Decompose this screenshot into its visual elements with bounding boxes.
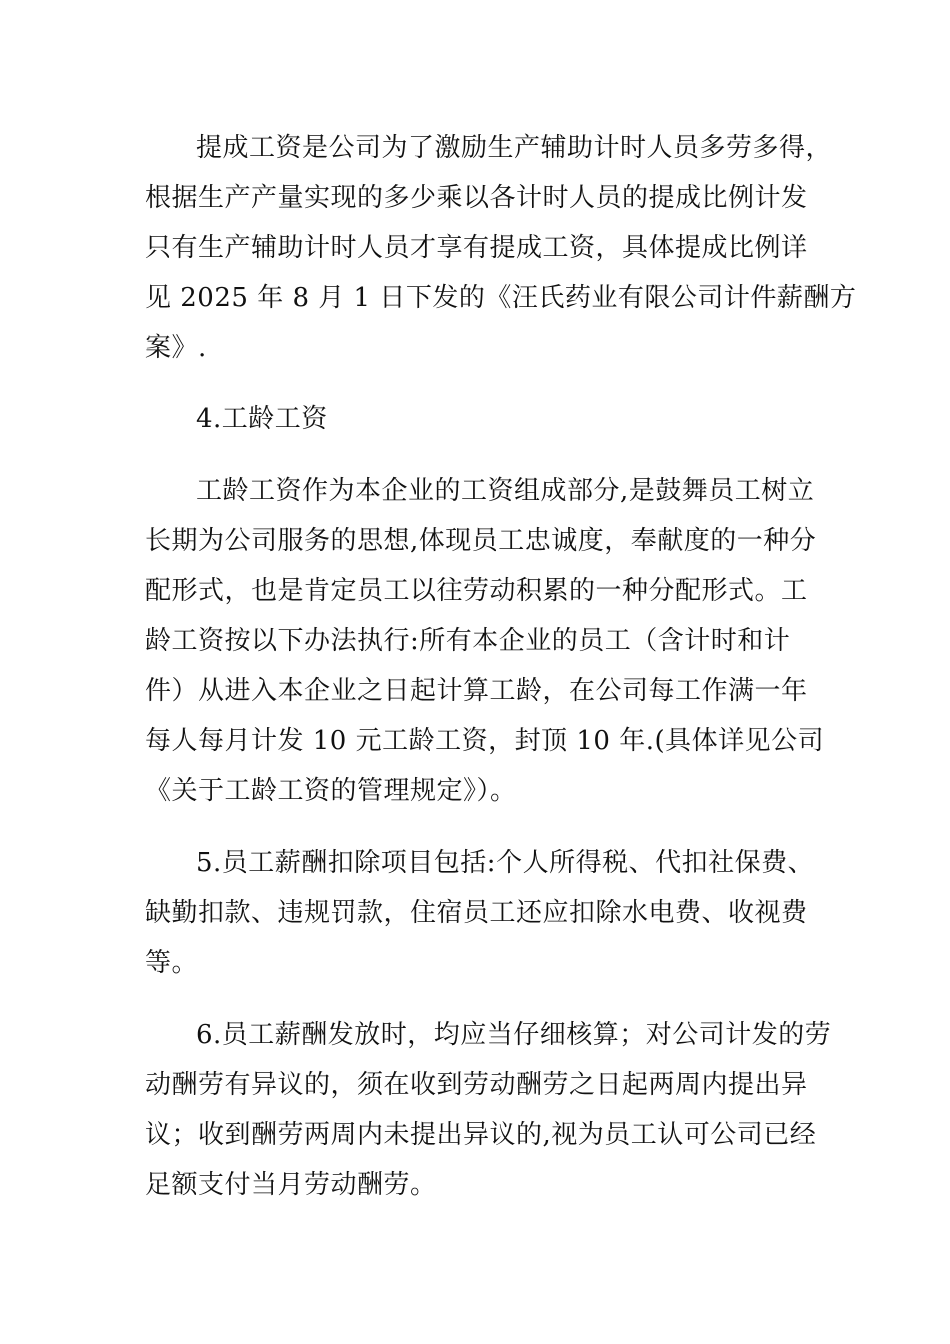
section-heading-seniority: 4.工龄工资 <box>196 404 328 434</box>
paragraph-payment-line: 动酬劳有异议的，须在收到劳动酬劳之日起两周内提出异 <box>145 1070 808 1100</box>
paragraph-seniority-line: 《关于工龄工资的管理规定》）。 <box>145 776 517 806</box>
paragraph-seniority-line: 长期为公司服务的思想,体现员工忠诚度，奉献度的一种分 <box>145 526 817 556</box>
paragraph-payment-line: 足额支付当月劳动酬劳。 <box>145 1170 437 1200</box>
paragraph-seniority-line: 配形式，也是肯定员工以往劳动积累的一种分配形式。工 <box>145 576 808 606</box>
paragraph-seniority-line: 龄工资按以下办法执行:所有本企业的员工（含计时和计 <box>145 626 791 656</box>
paragraph-commission-line: 案》. <box>145 333 207 363</box>
paragraph-commission-line: 提成工资是公司为了激励生产辅助计时人员多劳多得， <box>196 133 833 163</box>
paragraph-payment-line: 议；收到酬劳两周内未提出异议的,视为员工认可公司已经 <box>145 1120 817 1150</box>
paragraph-deductions-line: 等。 <box>145 948 199 978</box>
paragraph-seniority-line: 工龄工资作为本企业的工资组成部分,是鼓舞员工树立 <box>196 476 815 506</box>
paragraph-deductions-line: 缺勤扣款、违规罚款，住宿员工还应扣除水电费、收视费 <box>145 898 808 928</box>
paragraph-seniority-line: 每人每月计发 10 元工龄工资，封顶 10 年.(具体详见公司 <box>145 726 825 756</box>
paragraph-commission-line: 根据生产产量实现的多少乘以各计时人员的提成比例计发 <box>145 183 808 213</box>
paragraph-commission-line: 只有生产辅助计时人员才享有提成工资，具体提成比例详 <box>145 233 808 263</box>
paragraph-commission-line: 见 2025 年 8 月 1 日下发的《汪氏药业有限公司计件薪酬方 <box>145 283 857 313</box>
paragraph-deductions-line: 5.员工薪酬扣除项目包括:个人所得税、代扣社保费、 <box>196 848 815 878</box>
paragraph-seniority-line: 件）从进入本企业之日起计算工龄，在公司每工作满一年 <box>145 676 808 706</box>
paragraph-payment-line: 6.员工薪酬发放时，均应当仔细核算；对公司计发的劳 <box>196 1020 832 1050</box>
